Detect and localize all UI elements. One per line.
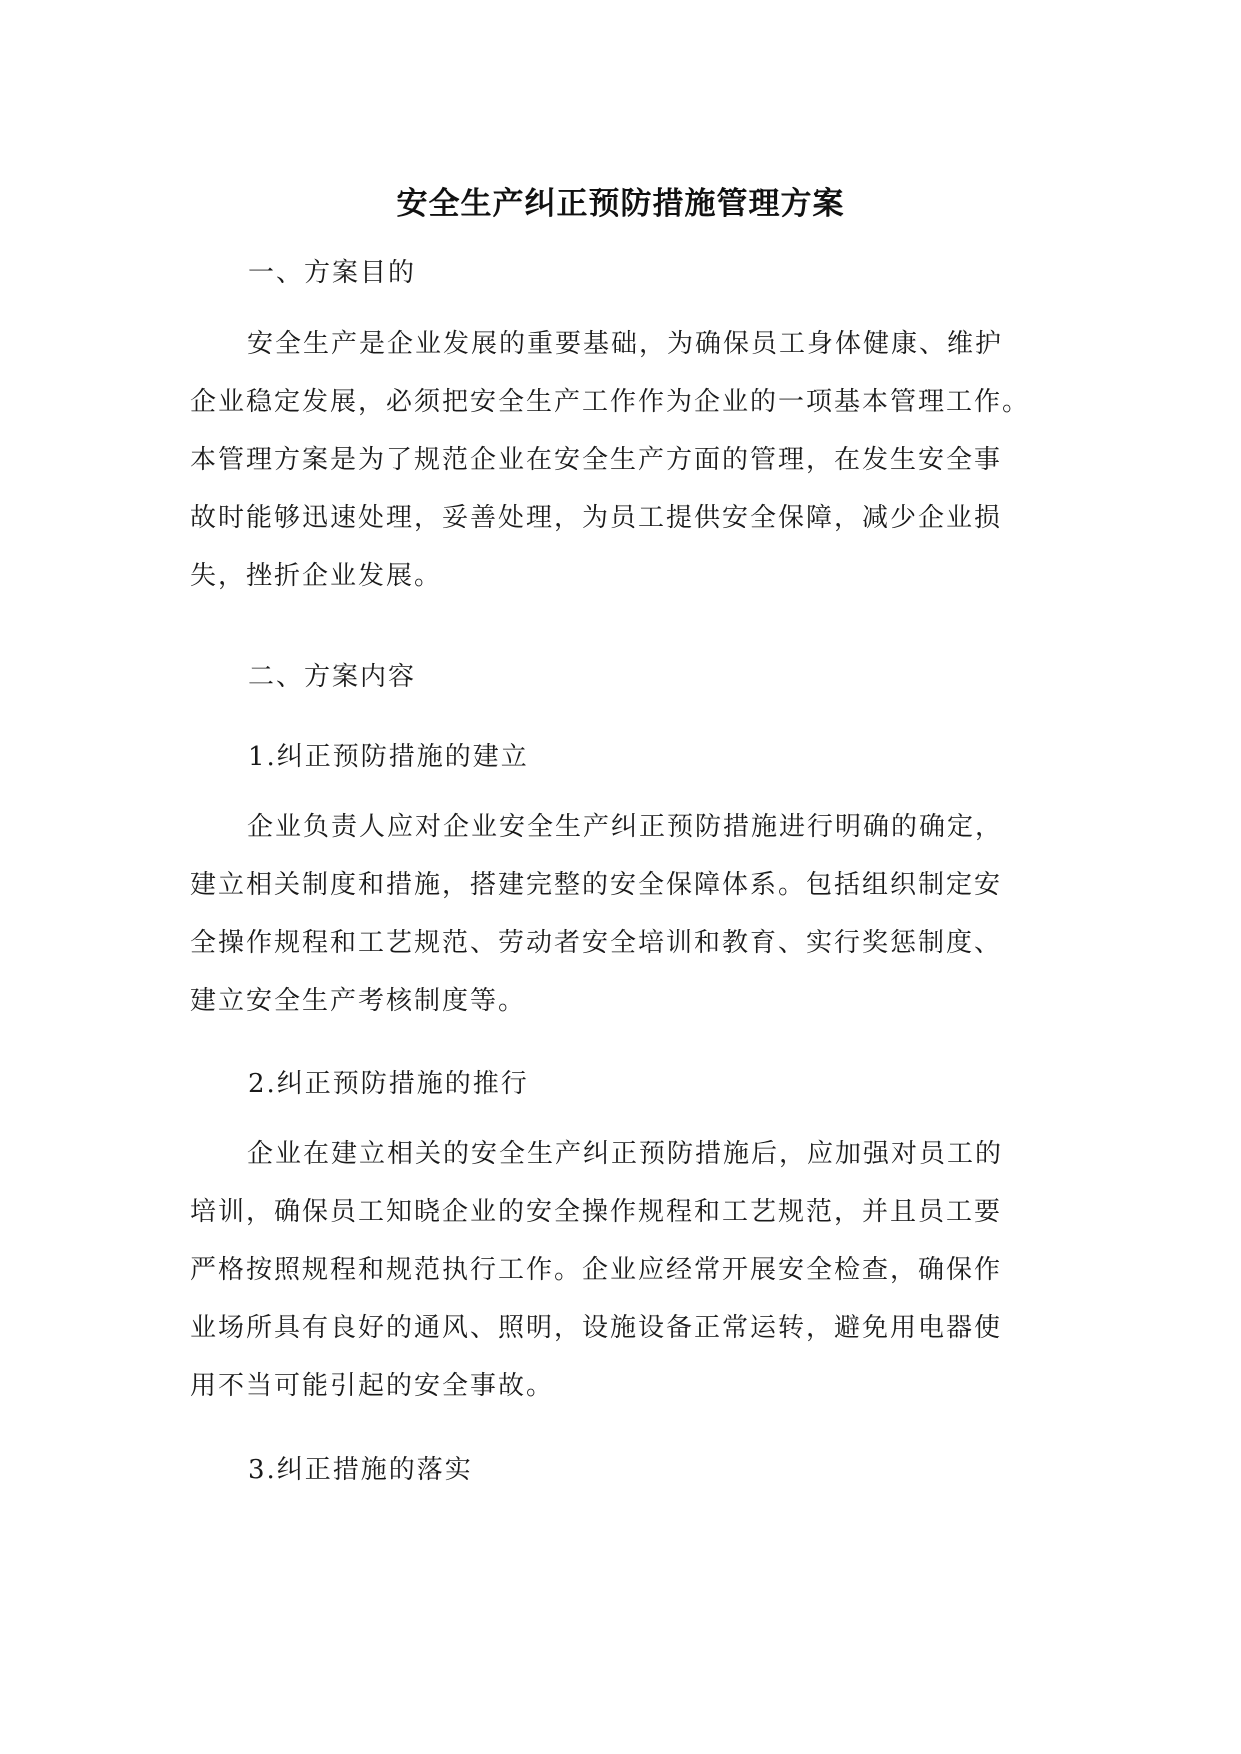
paragraph-line: 企业稳定发展，必须把安全生产工作作为企业的一项基本管理工作。 (190, 387, 1031, 417)
paragraph-line: 业场所具有良好的通风、照明，设施设备正常运转，避免用电器使 (190, 1313, 1003, 1343)
paragraph-line: 本管理方案是为了规范企业在安全生产方面的管理，在发生安全事 (190, 445, 1003, 475)
paragraph-line: 失，挫折企业发展。 (190, 561, 443, 591)
paragraph-line: 严格按照规程和规范执行工作。企业应经常开展安全检查，确保作 (190, 1255, 1003, 1285)
paragraph-line: 企业负责人应对企业安全生产纠正预防措施进行明确的确定， (247, 812, 1004, 842)
paragraph-line: 安全生产是企业发展的重要基础，为确保员工身体健康、维护 (247, 329, 1004, 359)
paragraph-purpose (190, 315, 1030, 605)
paragraph-line: 建立相关制度和措施，搭建完整的安全保障体系。包括组织制定安 (190, 870, 1003, 900)
paragraph-establish (190, 798, 1003, 1030)
document-title: 安全生产纠正预防措施管理方案 (396, 186, 845, 222)
section-heading-content: 二、方案内容 (248, 662, 417, 692)
paragraph-line: 用不当可能引起的安全事故。 (190, 1371, 555, 1401)
subsection-heading-establish: 1.纠正预防措施的建立 (248, 742, 529, 772)
section-heading-purpose: 一、方案目的 (248, 258, 417, 288)
paragraph-line: 故时能够迅速处理，妥善处理，为员工提供安全保障，减少企业损 (190, 503, 1003, 533)
subsection-heading-implement: 3.纠正措施的落实 (248, 1455, 473, 1485)
paragraph-line: 建立安全生产考核制度等。 (190, 986, 527, 1016)
paragraph-line: 全操作规程和工艺规范、劳动者安全培训和教育、实行奖惩制度、 (190, 928, 1003, 958)
paragraph-promote (190, 1125, 1003, 1415)
paragraph-line: 企业在建立相关的安全生产纠正预防措施后，应加强对员工的 (247, 1139, 1004, 1169)
subsection-heading-promote: 2.纠正预防措施的推行 (248, 1069, 529, 1099)
paragraph-line: 培训，确保员工知晓企业的安全操作规程和工艺规范，并且员工要 (190, 1197, 1003, 1227)
